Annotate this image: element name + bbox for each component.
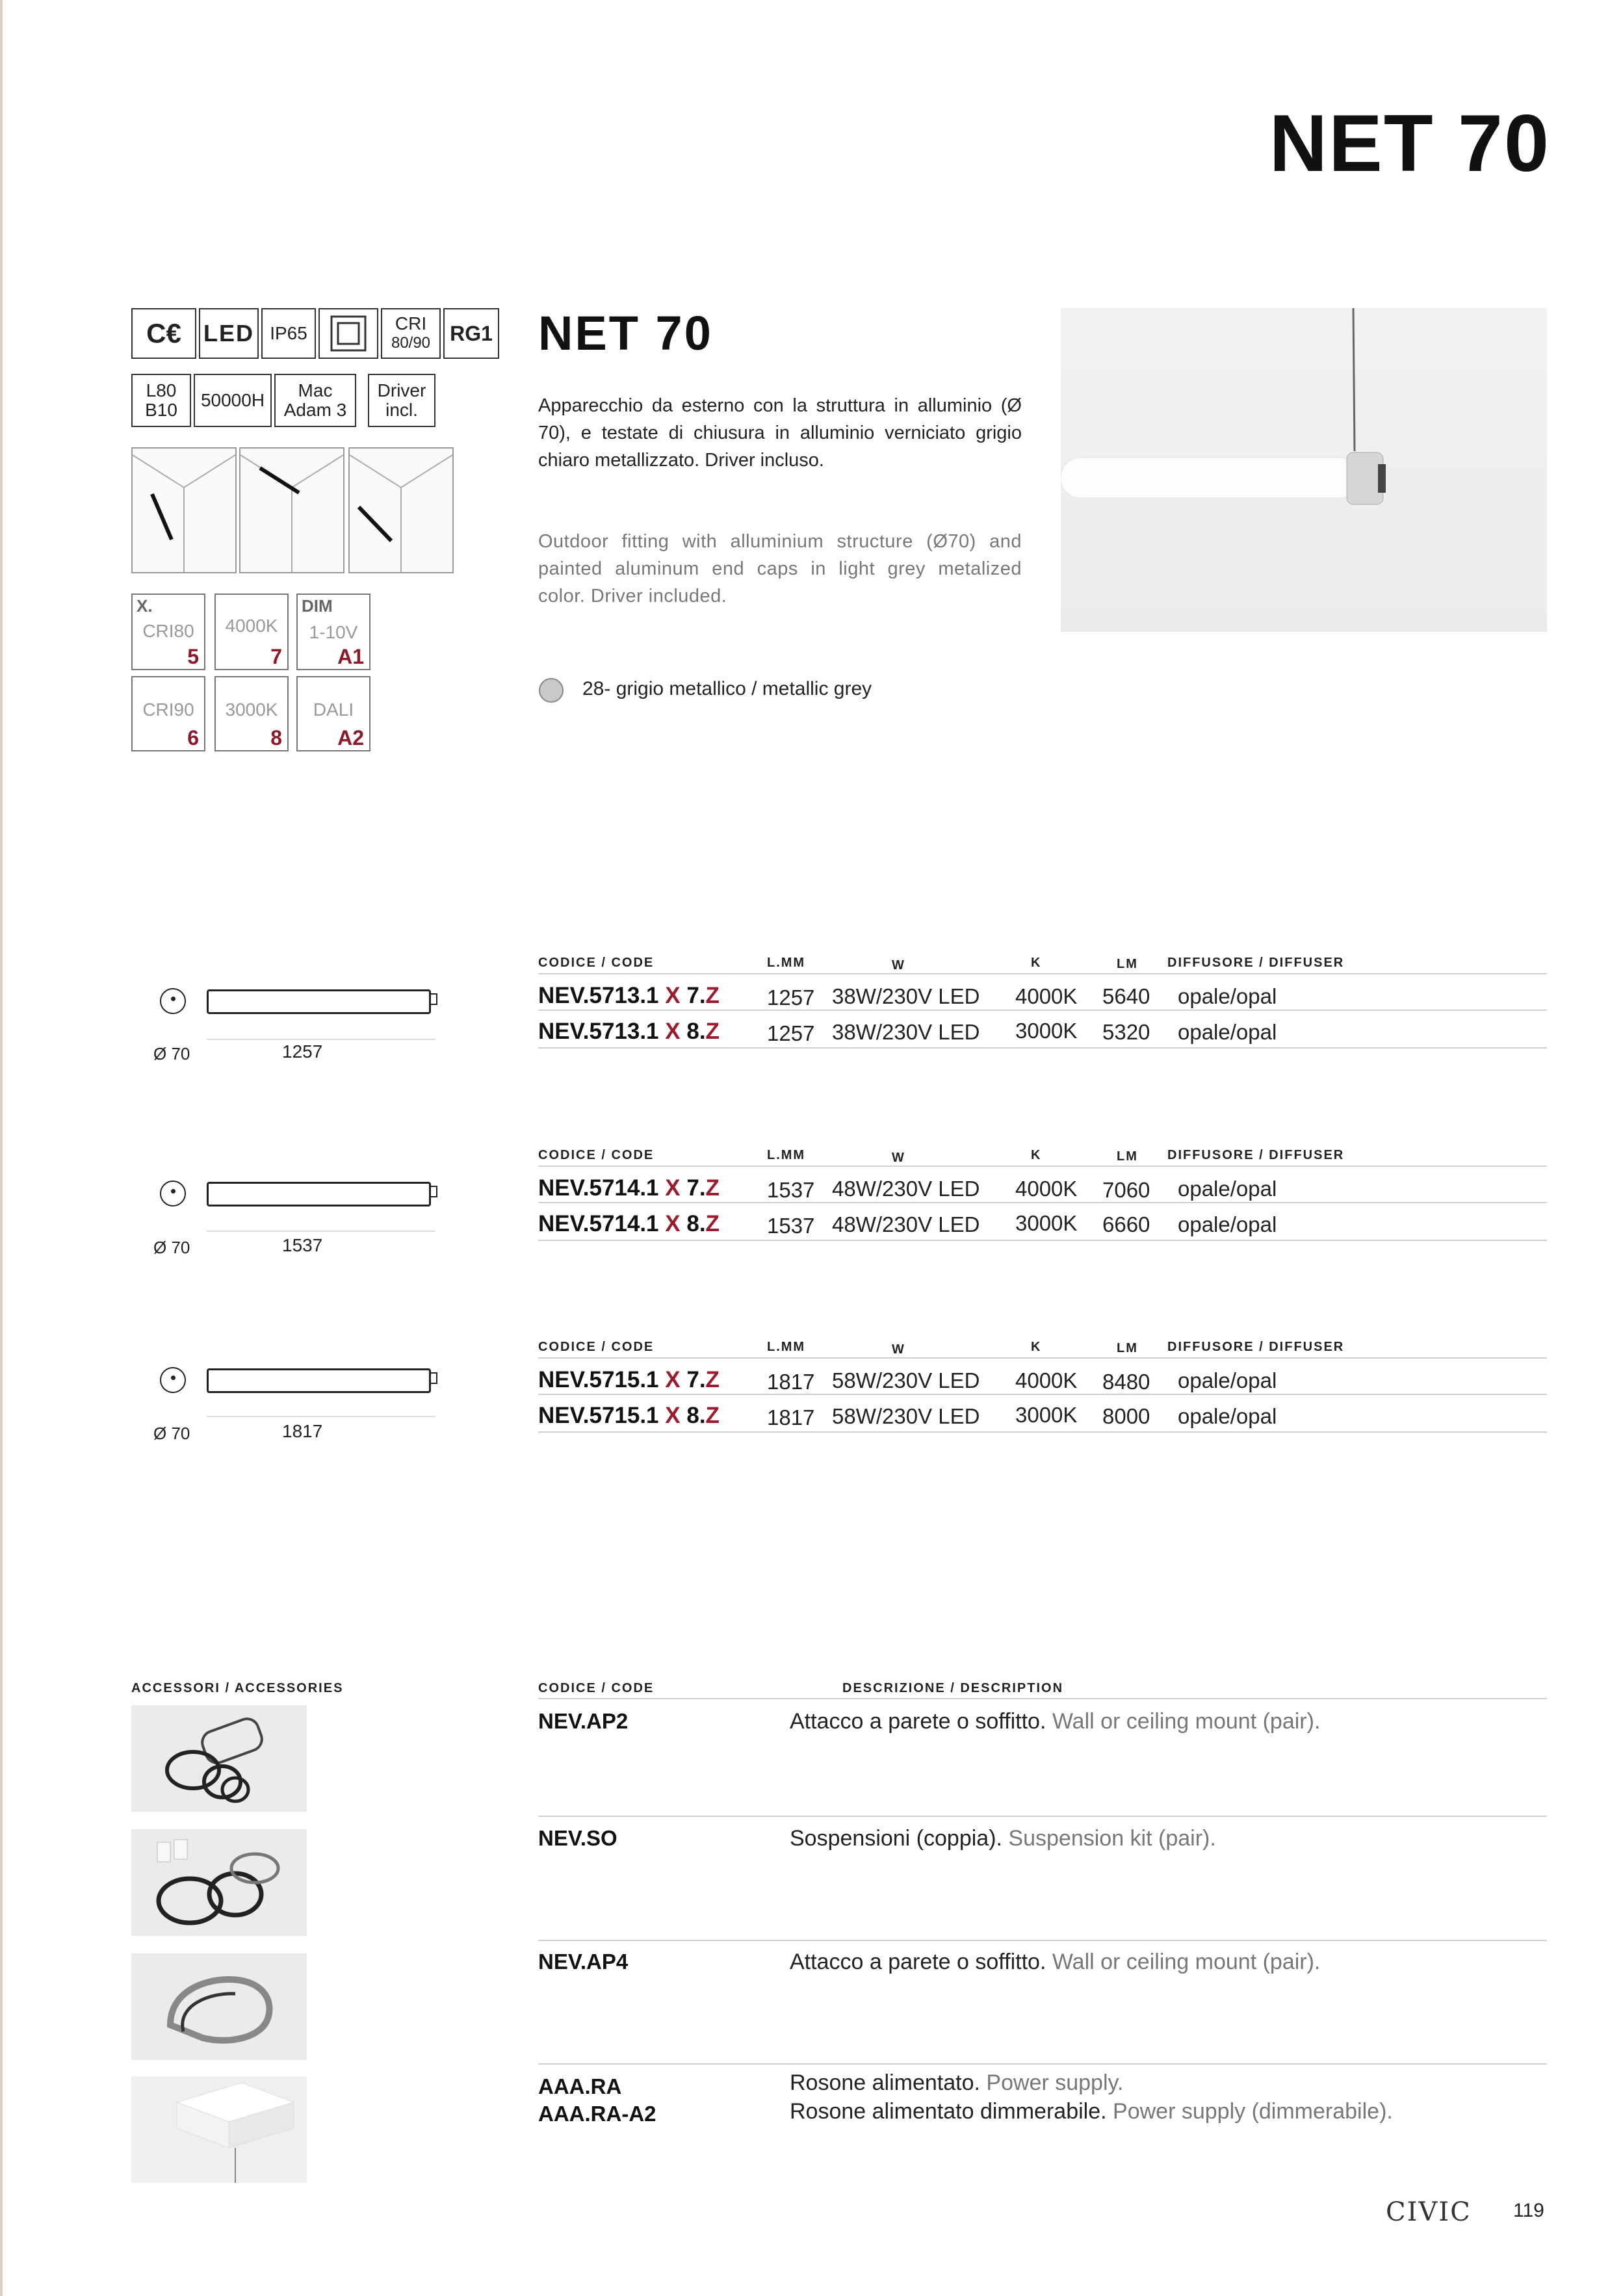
brand-logo: CIVIC	[1386, 2197, 1472, 2227]
fixture-bar-icon	[207, 1368, 431, 1393]
length-value: 1817	[767, 1370, 815, 1394]
accessory-description	[790, 1707, 1320, 1736]
diffuser-value: opale/opal	[1178, 1404, 1277, 1428]
k3000-label: 3000K	[225, 699, 278, 720]
b10-label: B10	[145, 400, 177, 420]
accessories-header: ACCESSORI / ACCESSORIES	[131, 1681, 344, 1695]
col-header-code: CODICE / CODE	[538, 1340, 655, 1354]
row-divider	[538, 2063, 1547, 2065]
code-z: Z	[705, 1019, 720, 1044]
accessory-image-ra	[131, 2076, 307, 2183]
power-value: 58W/230V LED	[832, 1404, 980, 1428]
power-canopy-icon	[131, 2076, 307, 2183]
spec-1-10v	[296, 594, 370, 670]
rg1-badge: RG1	[443, 308, 499, 359]
power-value: 38W/230V LED	[832, 984, 980, 1008]
code-x: X	[665, 1403, 681, 1428]
row-divider	[538, 1047, 1547, 1049]
diameter-label: Ø 70	[153, 1044, 190, 1063]
cri-values: 80/90	[391, 334, 431, 352]
power-value: 58W/230V LED	[832, 1368, 980, 1392]
col-header-diffuser: DIFFUSORE / DIFFUSER	[1167, 1148, 1345, 1162]
lumen-value: 8000	[1102, 1404, 1150, 1428]
diameter-label: Ø 70	[153, 1424, 190, 1443]
macadam-line1: Mac	[298, 380, 333, 400]
mount-rings-icon	[131, 1705, 307, 1812]
desc-it: Sospensioni (coppia).	[790, 1826, 1002, 1851]
ce-mark-badge: C€	[131, 308, 196, 359]
desc-it: Attacco a parete o soffitto.	[790, 1709, 1046, 1734]
row-divider	[538, 1394, 1547, 1395]
col-header-lm: LM	[1117, 1149, 1138, 1164]
row-divider	[538, 1431, 1547, 1433]
cri90-code: 6	[187, 726, 199, 750]
col-header-diffuser: DIFFUSORE / DIFFUSER	[1167, 956, 1345, 970]
install-diagram-wall	[348, 447, 454, 573]
l80-label: L80	[146, 380, 177, 400]
kelvin-value: 3000K	[1015, 1403, 1078, 1427]
row-divider	[538, 1010, 1547, 1011]
length-value: 1537	[767, 1178, 815, 1202]
cri90-label: CRI90	[142, 699, 194, 720]
spec-4000k	[214, 594, 289, 670]
section-icon	[160, 1367, 186, 1393]
double-square-icon	[329, 314, 368, 353]
product-photo	[1061, 308, 1547, 632]
col-header-lm: LM	[1117, 957, 1138, 971]
row-divider	[538, 1202, 1547, 1203]
power-value: 48W/230V LED	[832, 1212, 980, 1236]
col-header-lmm: L.MM	[767, 1340, 806, 1354]
row-divider	[538, 1357, 1547, 1359]
accessory-image-so	[131, 1829, 307, 1936]
driver-badge	[368, 374, 435, 427]
accessory-description	[790, 1948, 1320, 1976]
driver-line2: incl.	[385, 400, 418, 420]
page-title: NET 70	[1269, 99, 1550, 189]
code-x: X	[665, 1211, 681, 1236]
page-number: 119	[1513, 2200, 1544, 2221]
lumen-value: 7060	[1102, 1178, 1150, 1202]
spec-cri90	[131, 676, 205, 751]
finish-label: 28- grigio metallico / metallic grey	[582, 678, 872, 699]
length-label: 1817	[282, 1421, 323, 1441]
product-code	[538, 1211, 720, 1237]
x-label: X.	[136, 596, 153, 616]
length-value: 1817	[767, 1405, 815, 1429]
k3000-code: 8	[270, 726, 282, 750]
code-base: NEV.5715.1	[538, 1367, 666, 1392]
lifetime-badge: 50000H	[194, 374, 272, 427]
code-z: Z	[705, 1175, 720, 1201]
cri-badge	[381, 308, 441, 359]
page-edge	[0, 0, 3, 2296]
col-header-code: CODICE / CODE	[538, 1148, 655, 1162]
col-header-k: K	[1031, 1148, 1042, 1162]
description-english: Outdoor fitting with alluminium structure (Ø70) and painted aluminum end caps in light grey metalized color. Driver included.	[538, 531, 1022, 607]
product-code	[538, 1175, 720, 1201]
kelvin-value: 4000K	[1015, 1177, 1078, 1201]
dim110-label: 1-10V	[309, 622, 358, 642]
code-base: NEV.5714.1	[538, 1175, 666, 1201]
product-code	[538, 1403, 720, 1429]
length-label: 1257	[282, 1041, 323, 1062]
accessory-code: NEV.AP4	[538, 1950, 629, 1974]
description-italian: Apparecchio da esterno con la struttura in alluminio (Ø 70), e testate di chiusura in alluminio verniciato grigio chiaro metallizzato. Driver incluso.	[538, 395, 1022, 471]
fixture-bar-icon	[207, 1182, 431, 1207]
row-divider	[538, 1698, 1547, 1699]
code-mid: 8.	[680, 1019, 706, 1044]
desc-en: Wall or ceiling mount (pair).	[1046, 1950, 1321, 1974]
row-divider	[538, 1816, 1547, 1817]
code-mid: 7.	[680, 1175, 706, 1201]
diffuser-value: opale/opal	[1178, 984, 1277, 1008]
col-header-diffuser: DIFFUSORE / DIFFUSER	[1167, 1340, 1345, 1354]
ceiling-diagram-icon	[240, 449, 343, 572]
product-code	[538, 1019, 720, 1045]
col-header-lmm: L.MM	[767, 1148, 806, 1162]
accessory-description-dimmable	[790, 2097, 1393, 2126]
spec-dali	[296, 676, 370, 751]
install-diagram-ceiling	[239, 447, 344, 573]
wall-diagram-icon	[350, 449, 452, 572]
col-header-w: W	[892, 1342, 905, 1357]
accessory-image-ap4	[131, 1953, 307, 2060]
macadam-line2: Adam 3	[283, 400, 347, 420]
lumen-value: 5320	[1102, 1020, 1150, 1044]
row-divider	[538, 1940, 1547, 1941]
code-mid: 7.	[680, 1367, 706, 1392]
suspension-kit-icon	[131, 1829, 307, 1936]
col-header-lm: LM	[1117, 1341, 1138, 1355]
section-icon	[160, 988, 186, 1014]
col-header-k: K	[1031, 956, 1042, 970]
class-ii-icon	[318, 308, 378, 359]
spec-3000k	[214, 676, 289, 751]
code-x: X	[665, 1367, 681, 1392]
col-header-w: W	[892, 1151, 905, 1165]
desc-en: Wall or ceiling mount (pair).	[1046, 1709, 1321, 1734]
power-value: 48W/230V LED	[832, 1177, 980, 1201]
col-header-w: W	[892, 958, 905, 972]
dimension-line	[207, 1231, 435, 1232]
l80-b10-badge	[131, 374, 191, 427]
desc-en: Suspension kit (pair).	[1002, 1826, 1216, 1851]
row-divider	[538, 973, 1547, 974]
col-header-code: CODICE / CODE	[538, 956, 655, 970]
diffuser-value: opale/opal	[1178, 1020, 1277, 1044]
kelvin-value: 3000K	[1015, 1211, 1078, 1235]
k4000-label: 4000K	[225, 616, 278, 636]
dali-code: A2	[337, 726, 364, 750]
tube-fixture-image	[1061, 308, 1547, 632]
cri80-code: 5	[187, 645, 199, 668]
accessory-code: AAA.RA	[538, 2074, 622, 2098]
desc-it: Rosone alimentato.	[790, 2070, 980, 2095]
diameter-label: Ø 70	[153, 1238, 190, 1257]
code-x: X	[665, 983, 681, 1008]
desc-en: Power supply (dimmerabile).	[1106, 2099, 1393, 2124]
code-mid: 7.	[680, 983, 706, 1008]
lumen-value: 5640	[1102, 984, 1150, 1008]
accessory-code: NEV.SO	[538, 1826, 617, 1850]
power-value: 38W/230V LED	[832, 1020, 980, 1044]
row-divider	[538, 1166, 1547, 1167]
product-title: NET 70	[538, 306, 713, 360]
diffuser-value: opale/opal	[1178, 1212, 1277, 1236]
code-z: Z	[705, 1211, 720, 1236]
cri-label: CRI	[395, 313, 427, 333]
col-header-lmm: L.MM	[767, 956, 806, 970]
kelvin-value: 3000K	[1015, 1019, 1078, 1043]
accessory-code: NEV.AP2	[538, 1709, 629, 1733]
fixture-bar-icon	[207, 989, 431, 1014]
code-base: NEV.5713.1	[538, 1019, 666, 1044]
accessory-description	[790, 2068, 1123, 2097]
col-header-k: K	[1031, 1340, 1042, 1354]
code-x: X	[665, 1019, 681, 1044]
desc-it: Rosone alimentato dimmerabile.	[790, 2099, 1107, 2124]
code-mid: 8.	[680, 1211, 706, 1236]
code-z: Z	[705, 1403, 720, 1428]
install-diagram-suspended	[131, 447, 237, 573]
k4000-code: 7	[270, 645, 282, 668]
kelvin-value: 4000K	[1015, 1368, 1078, 1392]
code-z: Z	[705, 1367, 720, 1392]
dim110-code: A1	[337, 645, 364, 668]
diffuser-value: opale/opal	[1178, 1177, 1277, 1201]
code-base: NEV.5713.1	[538, 983, 666, 1008]
product-code	[538, 1367, 720, 1393]
kelvin-value: 4000K	[1015, 984, 1078, 1008]
dim-label: DIM	[302, 596, 333, 616]
finish-swatch	[539, 678, 564, 703]
desc-it: Attacco a parete o soffitto.	[790, 1950, 1046, 1974]
code-x: X	[665, 1175, 681, 1201]
dimension-line	[207, 1416, 435, 1417]
code-base: NEV.5715.1	[538, 1403, 666, 1428]
diffuser-value: opale/opal	[1178, 1368, 1277, 1392]
accessories-code-header: CODICE / CODE	[538, 1681, 655, 1695]
accessory-code-dimmable: AAA.RA-A2	[538, 2102, 656, 2126]
accessory-image-ap2	[131, 1705, 307, 1812]
driver-line1: Driver	[377, 380, 426, 400]
code-base: NEV.5714.1	[538, 1211, 666, 1236]
ip65-badge: IP65	[261, 308, 316, 359]
code-mid: 8.	[680, 1403, 706, 1428]
product-code	[538, 983, 720, 1009]
length-value: 1257	[767, 1021, 815, 1045]
macadam-badge	[274, 374, 356, 427]
length-value: 1537	[767, 1214, 815, 1238]
accessories-desc-header: DESCRIZIONE / DESCRIPTION	[842, 1681, 1064, 1695]
lumen-value: 8480	[1102, 1370, 1150, 1394]
led-badge: LED	[199, 308, 259, 359]
row-divider	[538, 1240, 1547, 1241]
metal-bracket-icon	[131, 1953, 307, 2060]
section-icon	[160, 1181, 186, 1207]
code-z: Z	[705, 983, 720, 1008]
length-value: 1257	[767, 985, 815, 1010]
spec-cri80	[131, 594, 205, 670]
suspended-diagram-icon	[133, 449, 235, 572]
accessory-description	[790, 1824, 1216, 1853]
cri80-label: CRI80	[142, 621, 194, 641]
lumen-value: 6660	[1102, 1212, 1150, 1236]
length-label: 1537	[282, 1235, 323, 1255]
desc-en: Power supply.	[980, 2070, 1124, 2095]
dimension-line	[207, 1039, 435, 1040]
dali-label: DALI	[313, 699, 354, 720]
